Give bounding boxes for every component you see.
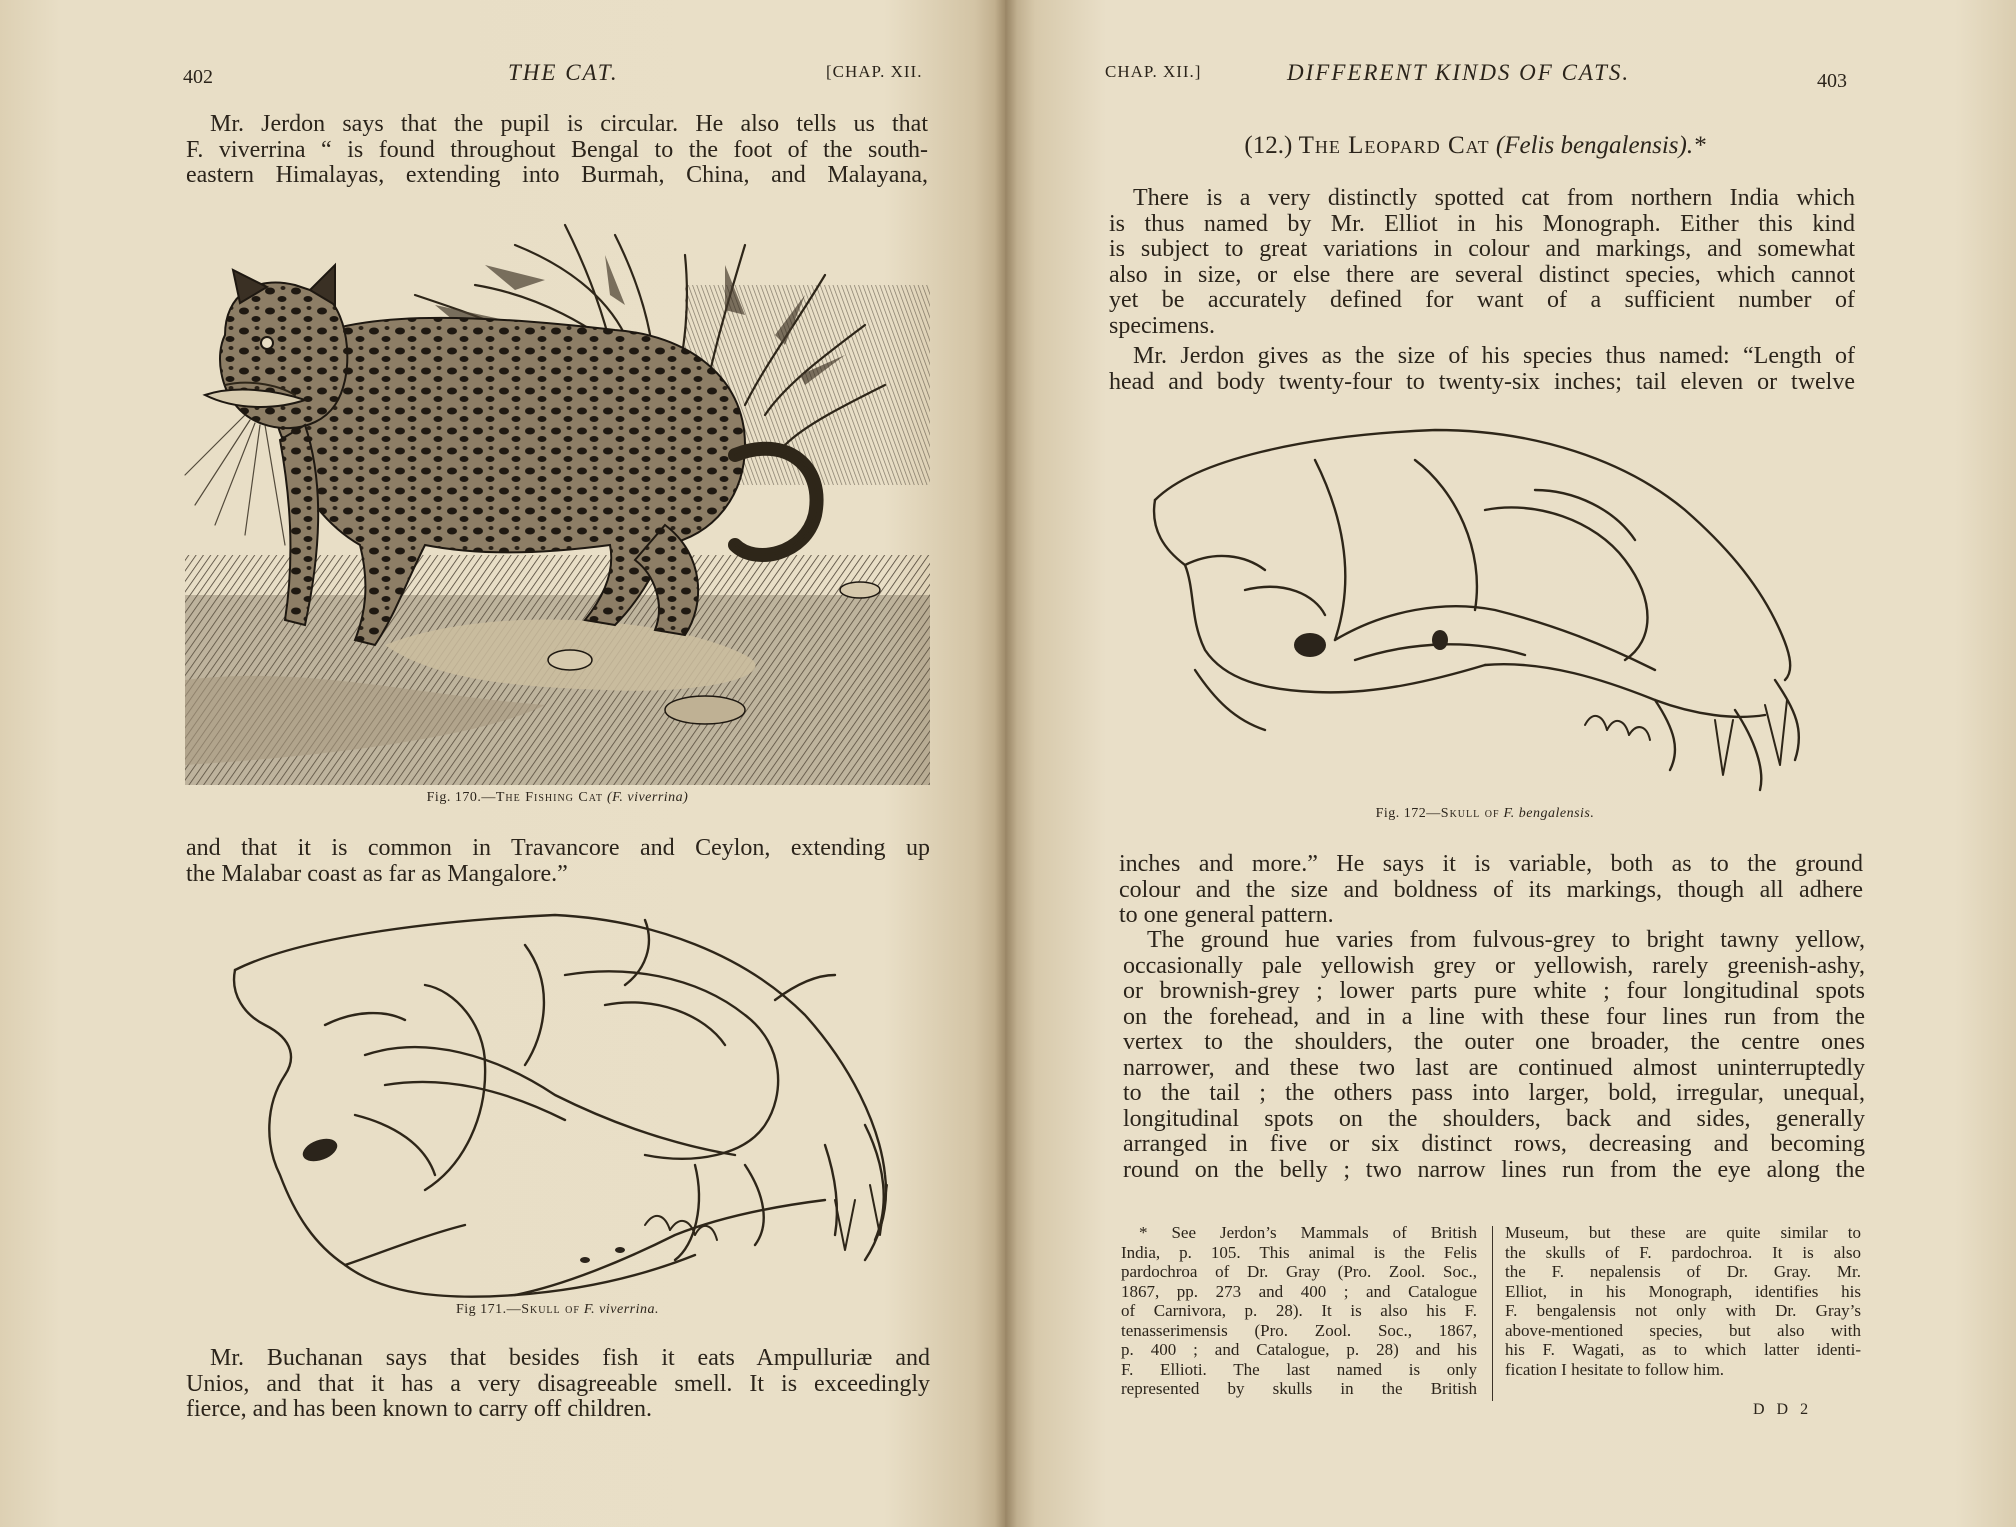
book-gutter	[995, 0, 1017, 1527]
footnote-line: tenasserimensis (Pro. Zool. Soc., 1867,	[1121, 1320, 1477, 1340]
footnote-line: represented by skulls in the British	[1121, 1379, 1477, 1398]
chapter-ref-right: CHAP. XII.]	[1105, 62, 1202, 81]
right-page	[1005, 0, 2016, 1527]
footnote-line: of Carnivora, p. 28). It is also his F.	[1121, 1301, 1477, 1320]
caption-species: F. bengalensis.	[1503, 806, 1595, 821]
left-para-1	[186, 112, 928, 189]
footnote-line: F. bengalensis not only with Dr. Gray’s	[1505, 1301, 1861, 1320]
skull-bengalensis-illustration	[1155, 430, 1815, 795]
text-line: narrower, and these two last are continued almost uninterruptedly	[1123, 1054, 1865, 1081]
text-line: round on the belly ; two narrow lines run from the eye along the	[1123, 1156, 1865, 1183]
section-name: The Leopard Cat	[1298, 132, 1490, 159]
footnote-right-column	[1505, 1223, 1861, 1379]
fishing-cat-illustration	[185, 225, 930, 785]
fig-172-caption	[1155, 806, 1815, 822]
right-para-1	[1109, 186, 1855, 339]
footnote-line: pardochroa of Dr. Gray (Pro. Zool. Soc.,	[1121, 1262, 1477, 1281]
caption-title: The Fishing Cat	[495, 790, 603, 805]
caption-title: Skull of	[1440, 806, 1500, 821]
text-line: colour and the size and boldness of its markings, though all adhere	[1119, 876, 1863, 903]
fig-171-caption	[185, 1302, 930, 1318]
section-title	[1105, 132, 1845, 160]
footnote-line: fication I hesitate to follow him.	[1505, 1359, 1725, 1379]
page-number-left: 402	[183, 66, 213, 88]
text-line: specimens.	[1109, 312, 1215, 339]
caption-prefix: Fig. 170.—	[426, 790, 496, 805]
footnote-line: p. 400 ; and Catalogue, p. 28) and his	[1121, 1340, 1477, 1359]
text-line: yet be accurately defined for want of a sufficient number of	[1109, 287, 1855, 313]
footnote-line: F. Ellioti. The last named is only	[1121, 1359, 1477, 1379]
footnote-line: his F. Wagati, as to which latter identi-	[1505, 1340, 1861, 1359]
text-line: on the forehead, and in a line with these four lines run from the	[1123, 1003, 1865, 1030]
text-line: and that it is common in Travancore and Ceylon, extending up	[186, 835, 930, 861]
footnote-line: Elliot, in his Monograph, identifies his	[1505, 1281, 1861, 1301]
text-line: Unios, and that it has a very disagreeable smell. It is exceedingly	[186, 1370, 930, 1397]
text-line: There is a very distinctly spotted cat from northern India which	[1133, 185, 1855, 211]
skull-viverrina-illustration	[225, 915, 905, 1305]
text-line: occasionally pale yellowish grey or yellowish, rarely greenish-ashy,	[1123, 952, 1865, 979]
running-title-left: THE CAT.	[508, 60, 619, 85]
left-para-2	[186, 836, 930, 887]
left-para-3	[186, 1346, 930, 1423]
footnote-line: * See Jerdon’s Mammals of British	[1139, 1223, 1477, 1242]
running-title-right: DIFFERENT KINDS OF CATS.	[1287, 60, 1631, 85]
text-line: Mr. Jerdon gives as the size of his species thus named: “Length of	[1133, 343, 1855, 369]
text-line: or brownish-grey ; lower parts pure white ; four longitudinal spots	[1123, 978, 1865, 1004]
footnote-line: 1867, pp. 273 and 400 ; and Catalogue	[1121, 1281, 1477, 1301]
text-line: is thus named by Mr. Elliot in his Monograph. Either this kind	[1109, 210, 1855, 237]
text-line: The ground hue varies from fulvous-grey to bright tawny yellow,	[1147, 927, 1865, 953]
footnote-line: India, p. 105. This animal is the Felis	[1121, 1242, 1477, 1262]
right-para-4	[1123, 928, 1865, 1183]
footnote-line: the F. nepalensis of Dr. Gray. Mr.	[1505, 1262, 1861, 1281]
text-line: inches and more.” He says it is variable, both as to the ground	[1119, 851, 1863, 877]
footnote-left-column	[1121, 1223, 1477, 1399]
footnote-column-divider	[1492, 1226, 1493, 1401]
text-line: to the tail ; the others pass into larger, bold, irregular, unequal,	[1123, 1080, 1865, 1106]
footnote-line: the skulls of F. pardochroa. It is also	[1505, 1242, 1861, 1262]
caption-prefix: Fig. 172—	[1375, 806, 1441, 821]
text-line: the Malabar coast as far as Mangalore.”	[186, 860, 568, 887]
text-line: arranged in five or six distinct rows, decreasing and becoming	[1123, 1131, 1865, 1157]
right-para-2	[1109, 344, 1855, 395]
right-para-3	[1119, 852, 1863, 929]
footnote-line: above-mentioned species, but also with	[1505, 1320, 1861, 1340]
fig-170-caption	[185, 790, 930, 806]
text-line: head and body twenty-four to twenty-six inches; tail eleven or twelve	[1109, 368, 1855, 395]
chapter-ref-left: [CHAP. XII.	[826, 62, 923, 81]
section-number: (12.)	[1244, 132, 1293, 159]
footnote-line: Museum, but these are quite similar to	[1505, 1223, 1861, 1242]
caption-species: F. viverrina.	[583, 1302, 659, 1317]
page-number-right: 403	[1817, 70, 1847, 92]
signature-mark: D D 2	[1753, 1401, 1813, 1418]
text-line: also in size, or else there are several distinct species, which cannot	[1109, 261, 1855, 288]
text-line: to one general pattern.	[1119, 902, 1334, 928]
caption-species: (F. viverrina)	[606, 790, 689, 805]
text-line: vertex to the shoulders, the outer one broader, the centre ones	[1123, 1029, 1865, 1055]
text-line: is subject to great variations in colour and markings, and somewhat	[1109, 236, 1855, 262]
caption-title: Skull of	[521, 1302, 580, 1317]
text-line: Mr. Buchanan says that besides fish it eats Ampulluriæ and	[210, 1345, 930, 1371]
text-line: fierce, and has been known to carry off children.	[186, 1396, 653, 1422]
caption-prefix: Fig 171.—	[456, 1302, 522, 1317]
text-line: eastern Himalayas, extending into Burmah, China, and Malayana,	[186, 162, 928, 188]
text-line: Mr. Jerdon says that the pupil is circular. He also tells us that	[210, 111, 928, 137]
text-line: longitudinal spots on the shoulders, back and sides, generally	[1123, 1105, 1865, 1132]
section-latin: (Felis bengalensis).*	[1495, 132, 1706, 159]
left-page	[0, 0, 1005, 1527]
text-line: F. viverrina “ is found throughout Bengal to the foot of the south-	[186, 136, 928, 163]
